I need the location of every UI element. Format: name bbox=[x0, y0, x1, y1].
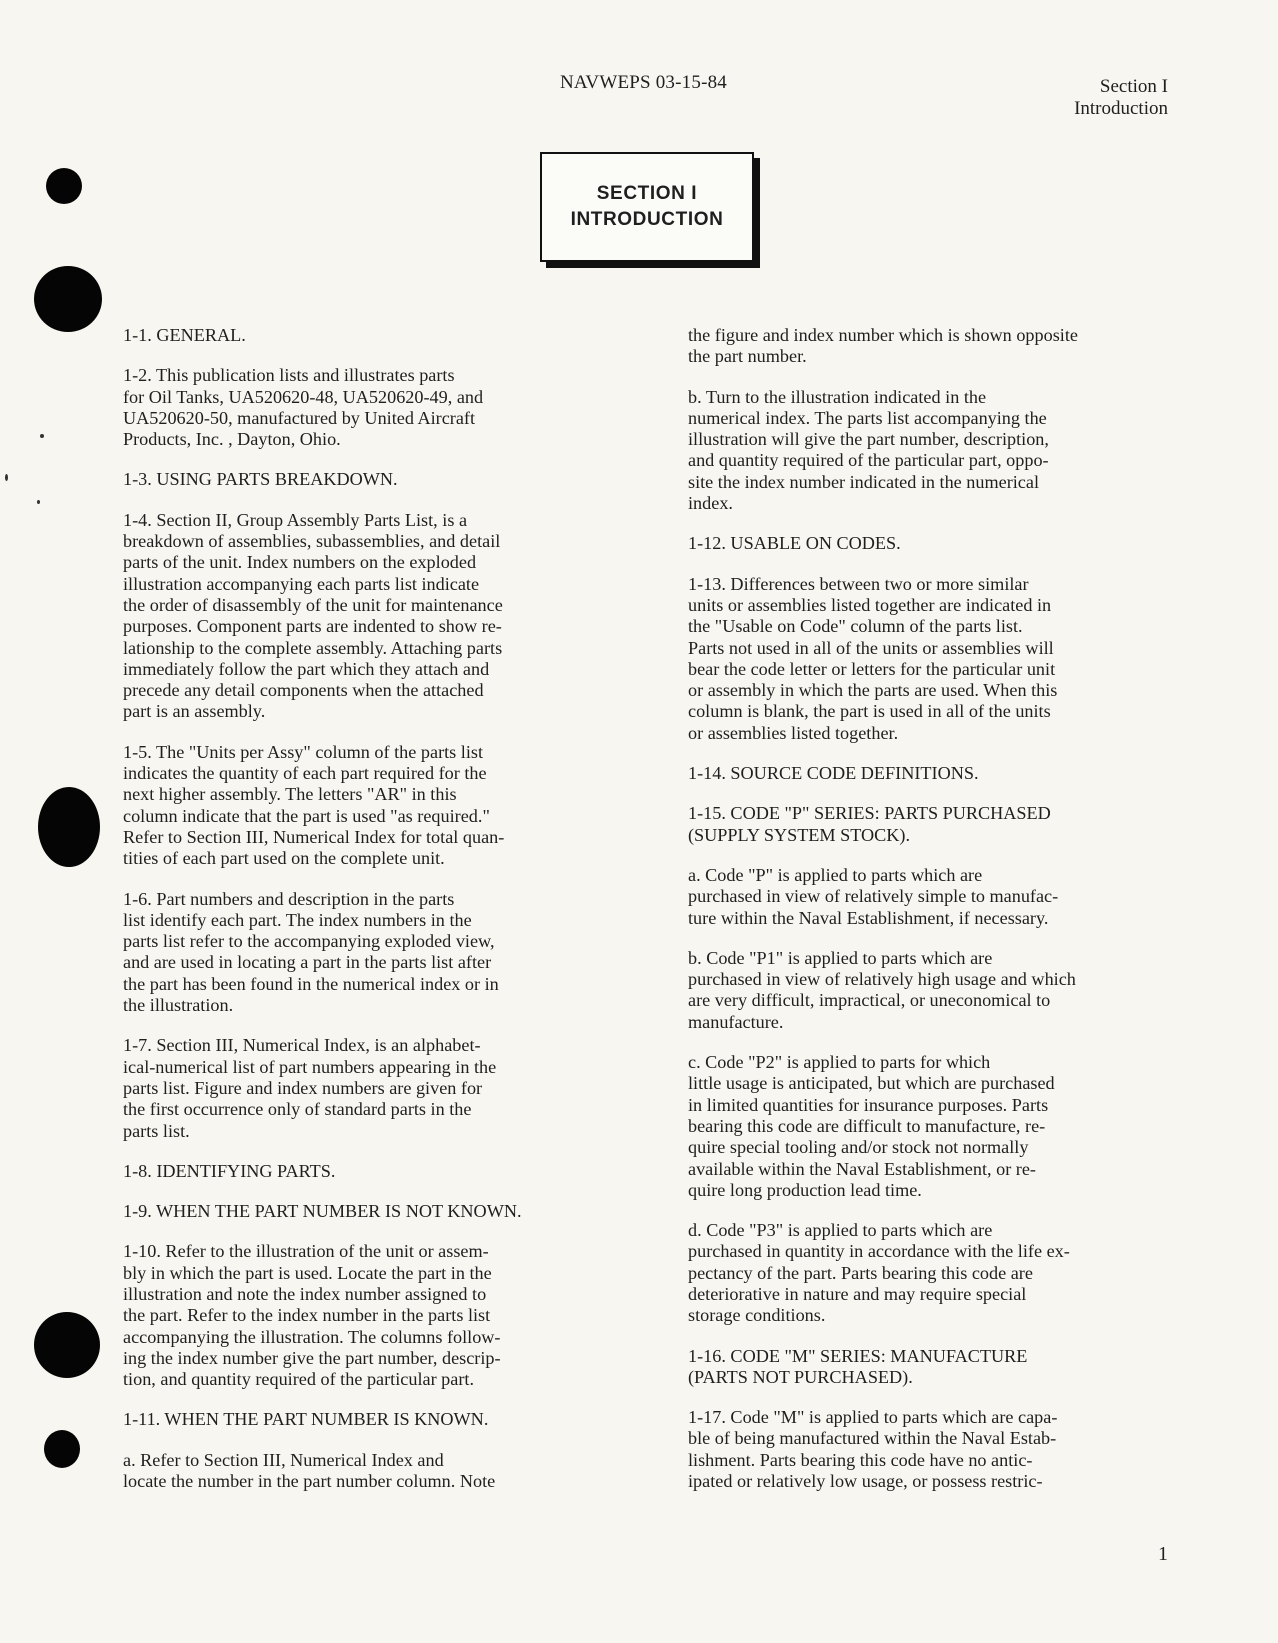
paragraph-1-4: 1-4. Section II, Group Assembly Parts List, is a breakdown of assemblies, subassemblies, and detail parts of the unit. Index numbers on the exploded illustration accompanying each parts list indicate the order of disassembly of the unit for maintenance purposes. Component parts are indented to show re- lationship to the complete assembly. Attaching parts immediately follow the part which they attach and precede any detail components when the attached part is an assembly. bbox=[123, 509, 503, 722]
section-title-line2: INTRODUCTION bbox=[570, 209, 724, 230]
punch-hole bbox=[34, 1312, 100, 1378]
paragraph-1-16: 1-16. CODE "M" SERIES: MANUFACTURE (PARTS NOT PURCHASED). bbox=[688, 1345, 1028, 1387]
paragraph-1-11-a-cont: the figure and index number which is shown opposite the part number. bbox=[688, 325, 1078, 367]
paragraph-1-2: 1-2. This publication lists and illustrates parts for Oil Tanks, UA520620-48, UA520620-49, and UA520620-50, manufactured by United Aircraft Products, Inc. , Dayton, Ohio. bbox=[123, 365, 484, 450]
page-number: 1 bbox=[1158, 1543, 1168, 1565]
paragraph-1-8: 1-8. IDENTIFYING PARTS. bbox=[123, 1160, 336, 1181]
punch-hole bbox=[34, 266, 102, 332]
scan-speck bbox=[37, 500, 40, 504]
section-header-line2: Introduction bbox=[1074, 98, 1168, 119]
paragraph-1-11-b: b. Turn to the illustration indicated in the numerical index. The parts list accompanying the illustration will give the part number, description, and quantity required of the particular part, oppo- site the index number indicated in the numerical index. bbox=[688, 386, 1049, 514]
scan-speck bbox=[5, 474, 8, 481]
paragraph-1-17: 1-17. Code "M" is applied to parts which are capa- ble of being manufactured within the Naval Estab- lishment. Parts bearing this code have no antic- ipated or relatively low usage, or possess restric- bbox=[688, 1407, 1058, 1492]
section-header bbox=[978, 76, 1168, 120]
right-column bbox=[688, 325, 1193, 1511]
section-header-line1: Section I bbox=[1099, 76, 1168, 97]
paragraph-1-6: 1-6. Part numbers and description in the parts list identify each part. The index numbers in the parts list refer to the accompanying exploded view, and are used in locating a part in the parts list after the part has been found in the numerical index or in the illustration. bbox=[123, 888, 499, 1016]
paragraph-1-11: 1-11. WHEN THE PART NUMBER IS KNOWN. bbox=[123, 1409, 489, 1430]
paragraph-1-15-b: b. Code "P1" is applied to parts which are purchased in view of relatively high usage and which are very difficult, impractical, or uneconomical to manufacture. bbox=[688, 947, 1076, 1032]
paragraph-1-7: 1-7. Section III, Numerical Index, is an alphabet- ical-numerical list of part numbers appearing in the parts list. Figure and index numbers are given for the first occurrence only of standard parts in the parts list. bbox=[123, 1035, 497, 1141]
punch-hole bbox=[44, 1430, 80, 1468]
paragraph-1-15: 1-15. CODE "P" SERIES: PARTS PURCHASED (SUPPLY SYSTEM STOCK). bbox=[688, 803, 1051, 845]
paragraph-1-10: 1-10. Refer to the illustration of the unit or assem- bly in which the part is used. Locate the part in the illustration and note the index number assigned to the part. Refer to the index number in the parts list accompanying the illustration. The columns follow- ing the index number give the part number, descrip- tion, and quantity required of the particular part. bbox=[123, 1241, 501, 1390]
paragraph-1-3: 1-3. USING PARTS BREAKDOWN. bbox=[123, 469, 398, 490]
paragraph-1-15-a: a. Code "P" is applied to parts which are purchased in view of relatively simple to manufac- ture within the Naval Establishment, if necessary. bbox=[688, 864, 1059, 928]
paragraph-1-5: 1-5. The "Units per Assy" column of the parts list indicates the quantity of each part required for the next higher assembly. The letters "AR" in this column indicate that the part is used "as required." Refer to Section III, Numerical Index for total quan- tities of each part used on the complete unit. bbox=[123, 741, 505, 869]
paragraph-1-15-d: d. Code "P3" is applied to parts which are purchased in quantity in accordance with the life ex- pectancy of the part. Parts bearing this code are deteriorative in nature and may require special storage conditions. bbox=[688, 1220, 1070, 1326]
scan-speck bbox=[40, 434, 44, 438]
document-number: NAVWEPS 03-15-84 bbox=[560, 72, 727, 93]
punch-hole bbox=[38, 787, 100, 867]
paragraph-1-9: 1-9. WHEN THE PART NUMBER IS NOT KNOWN. bbox=[123, 1201, 522, 1222]
paragraph-1-11-a: a. Refer to Section III, Numerical Index and locate the number in the part number column. Note bbox=[123, 1449, 496, 1492]
paragraph-1-15-c: c. Code "P2" is applied to parts for which little usage is anticipated, but which are purchased in limited quantities for insurance purposes. Parts bearing this code are difficult to manufacture, re- quire special tooling and/or stock not normally available within the Naval Establishment, or re- quire long production lead time. bbox=[688, 1052, 1055, 1200]
paragraph-1-12: 1-12. USABLE ON CODES. bbox=[688, 533, 901, 554]
punch-hole bbox=[46, 168, 82, 204]
section-title-line1: SECTION I bbox=[596, 183, 698, 204]
paragraph-1-1: 1-1. GENERAL. bbox=[123, 325, 246, 345]
section-title-box bbox=[540, 152, 754, 262]
left-column bbox=[123, 325, 628, 1511]
paragraph-1-13: 1-13. Differences between two or more similar units or assemblies listed together are indicated in the "Usable on Code" column of the parts list. Parts not used in all of the units or assemblies will bear the code letter or letters for the particular unit or assembly in which the parts are used. When this column is blank, the part is used in all of the units or assemblies listed together. bbox=[688, 573, 1058, 743]
paragraph-1-14: 1-14. SOURCE CODE DEFINITIONS. bbox=[688, 763, 979, 784]
